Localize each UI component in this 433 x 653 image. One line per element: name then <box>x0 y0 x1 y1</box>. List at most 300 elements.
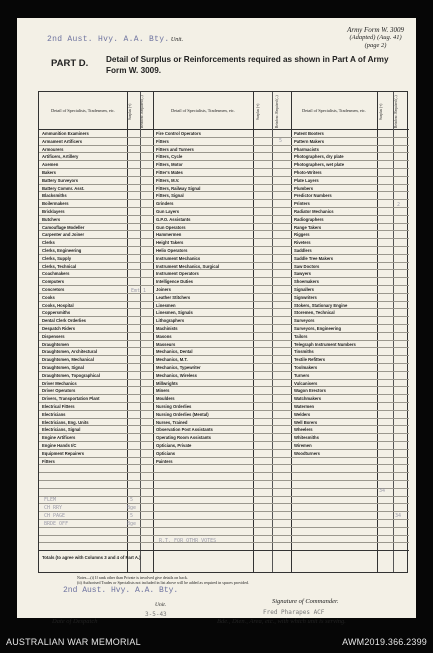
table-row: Nurses, Trained <box>153 419 253 427</box>
table-row-qty <box>377 473 409 481</box>
signature-label: Signature of Commander. <box>272 598 339 605</box>
table-row-qty <box>377 341 409 349</box>
table-row <box>39 528 127 536</box>
table-row-qty <box>127 481 153 489</box>
table-row-qty <box>377 239 409 247</box>
unit-stamp: 2nd Aust. Hvy. A.A. Bty. <box>47 35 170 44</box>
table-row: Predictor Numbers <box>291 192 377 200</box>
table-row-qty <box>127 372 153 380</box>
table-row <box>153 489 253 497</box>
table-row-qty <box>253 263 291 271</box>
table-row: Artificers, Artillery <box>39 153 127 161</box>
table-row-qty <box>377 380 409 388</box>
table-row: Fitters, Motor <box>153 161 253 169</box>
table-row-qty <box>127 185 153 193</box>
table-row: Fitter's Mates <box>153 169 253 177</box>
table-row: Millwrights <box>153 380 253 388</box>
form-number: Army Form W. 3009 <box>347 26 404 34</box>
table-row-qty <box>377 403 409 411</box>
table-row-qty <box>253 255 291 263</box>
table-row <box>291 473 377 481</box>
bde-label: Bde., Dien., Area, etc., with which unit is serving. <box>217 618 346 625</box>
table-row: Coachmakers <box>39 270 127 278</box>
table-row-qty <box>253 450 291 458</box>
table-row-qty <box>377 192 409 200</box>
table-row-qty <box>127 395 153 403</box>
table-row: Bricklayers <box>39 208 127 216</box>
table-row: Bakers <box>39 169 127 177</box>
table-row-qty <box>253 294 291 302</box>
col3-reinf-header: Reinforc. Required (–) <box>394 95 398 129</box>
table-row: Boilermakers <box>39 200 127 208</box>
table-row-qty <box>253 270 291 278</box>
hw-blank2-val: Bge <box>127 505 137 511</box>
table-row-qty <box>253 426 291 434</box>
table-row-qty <box>377 450 409 458</box>
table-row-qty <box>377 146 409 154</box>
table-row: Tinsmiths <box>291 348 377 356</box>
table-row-qty <box>253 489 291 497</box>
table-row: Armourers <box>39 146 127 154</box>
part-description: Detail of Surplus or Reinforcements required as shown in Part A of Army Form W. 3009. <box>106 55 389 75</box>
table-row <box>291 512 377 520</box>
table-row: Electricians <box>39 411 127 419</box>
table-row: Photographers, wet plate <box>291 161 377 169</box>
table-row: Fitters <box>153 138 253 146</box>
table-row: Radiographers <box>291 216 377 224</box>
table-row-qty <box>377 153 409 161</box>
table-row-qty <box>377 419 409 427</box>
table-row: Mechanics, Typewriter <box>153 364 253 372</box>
specialists-table <box>38 91 408 573</box>
table-row-qty <box>127 325 153 333</box>
table-row-qty <box>127 294 153 302</box>
table-row: Dispensers <box>39 333 127 341</box>
table-row <box>153 497 253 505</box>
unit-line <box>47 35 183 44</box>
table-row: Ammunition Examiners <box>39 130 127 138</box>
table-row: Lithographers <box>153 317 253 325</box>
form-edition: (Adapted) (Aug. 41) <box>349 34 402 41</box>
notes <box>77 575 249 585</box>
table-row: Instrument Mechanics <box>153 255 253 263</box>
table-row: Signallers <box>291 286 377 294</box>
table-row-qty <box>127 153 153 161</box>
table-row-qty <box>377 231 409 239</box>
table-row: Carpenter and Joiner <box>39 231 127 239</box>
table-row-qty <box>127 387 153 395</box>
table-row-qty <box>127 434 153 442</box>
table-row <box>153 465 253 473</box>
hw-blank1-val: 5 <box>130 497 134 503</box>
despatch-date-handwriting: 3-5-43 <box>145 611 167 618</box>
table-row <box>291 520 377 528</box>
table-row-qty <box>377 302 409 310</box>
table-row-qty <box>127 419 153 427</box>
table-row: Whitesmiths <box>291 434 377 442</box>
table-row: Camouflage Modeller <box>39 224 127 232</box>
table-row-qty <box>253 146 291 154</box>
col2-surplus-header: Surplus (+) <box>256 103 260 121</box>
table-row: Engine Hands I/C <box>39 442 127 450</box>
table-row-qty <box>253 317 291 325</box>
table-row-qty <box>127 302 153 310</box>
table-row <box>291 536 377 544</box>
hw-cooks-value: Emt 1 <box>131 288 147 294</box>
table-row-qty <box>377 364 409 372</box>
table-row: Surveyors <box>291 317 377 325</box>
table-row-qty <box>377 442 409 450</box>
table-row: Range Takers <box>291 224 377 232</box>
table-row: Axemen <box>39 161 127 169</box>
table-row-qty <box>127 442 153 450</box>
table-row-qty <box>377 309 409 317</box>
table-row: Computers <box>39 278 127 286</box>
table-row: Draughtsmen <box>39 341 127 349</box>
table-row-qty <box>377 200 409 208</box>
table-row-qty <box>377 177 409 185</box>
table-row-qty <box>127 317 153 325</box>
table-row: Moulders <box>153 395 253 403</box>
table-row <box>291 528 377 536</box>
table-row-qty <box>253 380 291 388</box>
table-row: Grinders <box>153 200 253 208</box>
table-row-qty <box>377 325 409 333</box>
table-row: Painters <box>153 458 253 466</box>
table-row: Watchmakers <box>291 395 377 403</box>
table-row: Tailors <box>291 333 377 341</box>
table-row: Photographers, dry plate <box>291 153 377 161</box>
table-row: Helio Operators <box>153 247 253 255</box>
table-row: Gun Operators <box>153 224 253 232</box>
table-row <box>153 473 253 481</box>
totals-label: Totals (to agree with Columns 3 and 4 of Part A.) <box>39 550 153 574</box>
table-row: Observation Post Assistants <box>153 426 253 434</box>
table-row-qty <box>377 528 409 536</box>
table-row: Masseurs <box>153 341 253 349</box>
table-row: Pattern Makers <box>291 138 377 146</box>
table-row: Vulcanisers <box>291 380 377 388</box>
table-row-qty <box>253 302 291 310</box>
signature-handwriting: Fred Pharapes ACF <box>263 609 325 616</box>
table-row: Fire Control Operators <box>153 130 253 138</box>
table-row: Engine Artificers <box>39 434 127 442</box>
table-row: Leather Stitchers <box>153 294 253 302</box>
credit-accession: AWM2019.366.2399 <box>342 637 427 647</box>
table-row-qty <box>127 278 153 286</box>
table-row-qty <box>377 216 409 224</box>
table-row: Riveters <box>291 239 377 247</box>
table-row-qty <box>253 434 291 442</box>
table-row-qty <box>377 434 409 442</box>
table-row: Draughtsmen, Architectural <box>39 348 127 356</box>
table-row-qty <box>253 247 291 255</box>
table-row-qty <box>253 239 291 247</box>
table-row: Linesmen <box>153 302 253 310</box>
table-row-qty <box>127 231 153 239</box>
table-row: Electricians, Signal <box>39 426 127 434</box>
table-row-qty <box>377 372 409 380</box>
table-row-qty <box>127 450 153 458</box>
table-row: Nursing Orderlies <box>153 403 253 411</box>
hw-blank1: FLEM <box>44 497 57 503</box>
table-row-qty <box>127 200 153 208</box>
table-row-qty <box>253 286 291 294</box>
note-2: (ii) Authorised Trades or Specialists not included in list above will be added as required in spaces provided. <box>77 580 249 585</box>
table-row-qty <box>253 130 291 138</box>
credit-institution: AUSTRALIAN WAR MEMORIAL <box>6 637 141 647</box>
table-row: Electricians, Eng. Units <box>39 419 127 427</box>
table-row: Concretors <box>39 286 127 294</box>
table-row-qty <box>127 380 153 388</box>
table-row: Stokers, Stationary Engine <box>291 302 377 310</box>
table-row: Riggers <box>291 231 377 239</box>
table-row-qty <box>253 169 291 177</box>
table-row-qty <box>253 442 291 450</box>
table-row: Cooks <box>39 294 127 302</box>
table-row-qty <box>127 216 153 224</box>
hw-blank2: CH RRY <box>44 505 63 511</box>
table-row: Armament Artificers <box>39 138 127 146</box>
table-row-qty <box>377 224 409 232</box>
table-row: Battery Surveyors <box>39 177 127 185</box>
footer-unit-stamp: 2nd Aust. Hvy. A.A. Bty. <box>63 586 179 595</box>
table-row <box>39 473 127 481</box>
hw-blank4-val: Bge <box>127 521 137 527</box>
table-row-qty <box>127 255 153 263</box>
table-row: Equipment Repairers <box>39 450 127 458</box>
table-row-qty <box>127 536 153 544</box>
table-row-qty <box>253 309 291 317</box>
table-row <box>291 489 377 497</box>
table-row-qty <box>377 185 409 193</box>
table-row-qty <box>253 216 291 224</box>
table-row-qty <box>127 356 153 364</box>
table-row-qty <box>377 536 409 544</box>
table-row-qty <box>253 208 291 216</box>
table-row: Draughtsmen, Mechanical <box>39 356 127 364</box>
table-row-qty <box>253 341 291 349</box>
table-row: Sawyers <box>291 270 377 278</box>
table-row: Hammermen <box>153 231 253 239</box>
table-row: Clerks <box>39 239 127 247</box>
table-row-qty <box>127 247 153 255</box>
table-row-qty <box>253 177 291 185</box>
table-row: Saw Doctors <box>291 263 377 271</box>
table-row: Driver Mechanics <box>39 380 127 388</box>
table-row-qty <box>127 239 153 247</box>
table-row: Radiator Mechanics <box>291 208 377 216</box>
table-row: Joiners <box>153 286 253 294</box>
table-row-qty <box>253 192 291 200</box>
table-row-qty <box>253 356 291 364</box>
table-row-qty <box>127 130 153 138</box>
col1-reinf-header: Reinforc. Required (–) <box>140 95 144 129</box>
table-row <box>153 504 253 512</box>
table-row-qty <box>127 411 153 419</box>
table-row-qty <box>253 395 291 403</box>
table-row-qty <box>253 138 291 146</box>
table-row-qty <box>127 333 153 341</box>
table-row-qty <box>377 161 409 169</box>
table-row: G.P.O. Assistants <box>153 216 253 224</box>
footer-unit-label: Unit. <box>155 602 167 608</box>
note-1: Notes—(i) If rank other than Private is involved give details on back. <box>77 575 188 580</box>
table-row: Driver Operators <box>39 387 127 395</box>
table-row-qty <box>253 528 291 536</box>
table-row-qty <box>377 333 409 341</box>
table-row-qty <box>253 161 291 169</box>
table-row-qty <box>253 497 291 505</box>
table-row-qty <box>253 325 291 333</box>
table-row-qty <box>127 489 153 497</box>
table-row-qty <box>377 286 409 294</box>
table-row: Saddlers <box>291 247 377 255</box>
table-row: Fitters and Turners <box>153 146 253 154</box>
form-page: (page 2) <box>364 42 387 49</box>
table-row: Linesmen, Signals <box>153 309 253 317</box>
table-row <box>153 512 253 520</box>
table-row-qty <box>253 481 291 489</box>
col1-header: Detail of Specialists, Tradesmen, etc. <box>39 92 127 130</box>
table-row-qty <box>127 403 153 411</box>
table-row: Surveyors, Engineering <box>291 325 377 333</box>
table-row: Welders <box>291 411 377 419</box>
table-row-qty <box>253 536 291 544</box>
table-row: Plumbers <box>291 185 377 193</box>
table-row: Well Borers <box>291 419 377 427</box>
table-row: Clerks, Technical <box>39 263 127 271</box>
table-row-qty <box>127 161 153 169</box>
table-row-qty <box>377 255 409 263</box>
table-row: Fitters, Signal <box>153 192 253 200</box>
table-row-qty <box>377 138 409 146</box>
table-row-qty <box>127 192 153 200</box>
table-row: Patent Booters <box>291 130 377 138</box>
table-row-qty <box>127 146 153 154</box>
table-row: Miners <box>153 387 253 395</box>
table-row: Coppersmiths <box>39 309 127 317</box>
table-row-qty <box>253 419 291 427</box>
table-row: Gun Layers <box>153 208 253 216</box>
table-row-qty <box>127 348 153 356</box>
table-row: Wagon Erectors <box>291 387 377 395</box>
table-row-qty <box>377 130 409 138</box>
table-row-qty <box>253 504 291 512</box>
table-row-qty <box>377 411 409 419</box>
table-row: Operating Room Assistants <box>153 434 253 442</box>
table-row-qty <box>253 465 291 473</box>
table-row <box>291 504 377 512</box>
table-row-qty <box>253 231 291 239</box>
table-row-qty <box>127 169 153 177</box>
hw-blank3: CH PAGE <box>44 513 66 519</box>
table-row-qty <box>377 348 409 356</box>
table-row-qty <box>377 278 409 286</box>
table-row <box>39 536 127 544</box>
table-row-qty <box>127 458 153 466</box>
table-row <box>153 528 253 536</box>
table-row: Fitters, Cycle <box>153 153 253 161</box>
table-row: Cooks, Hospital <box>39 302 127 310</box>
hw-blank3-val: 5 <box>130 513 134 519</box>
col2-reinf-header: Reinforc. Required (–) <box>275 95 279 129</box>
table-row: Photo-Writers <box>291 169 377 177</box>
table-row: Nursing Orderlies (Mental) <box>153 411 253 419</box>
hw-predictor-value: 2 <box>397 202 401 208</box>
table-row <box>39 465 127 473</box>
table-row-qty <box>377 497 409 505</box>
table-row-qty <box>377 426 409 434</box>
table-row <box>291 458 377 466</box>
table-row: Plate Layers <box>291 177 377 185</box>
table-row: Clerks, Engineering <box>39 247 127 255</box>
table-row: Instrument Operators <box>153 270 253 278</box>
hw-col3-blank: 34 <box>395 513 402 519</box>
table-row-qty <box>377 247 409 255</box>
table-row-qty <box>253 200 291 208</box>
table-row <box>291 497 377 505</box>
table-row: Machinists <box>153 325 253 333</box>
table-row: Mechanics, Wireless <box>153 372 253 380</box>
table-row: Shoemakers <box>291 278 377 286</box>
table-row-qty <box>377 317 409 325</box>
table-row: Mechanics, Dental <box>153 348 253 356</box>
col2-header: Detail of Specialists, Tradesmen, etc. <box>153 92 253 130</box>
table-row: Saddle Tree Makers <box>291 255 377 263</box>
table-row: Wiremen <box>291 442 377 450</box>
table-row-qty <box>377 387 409 395</box>
table-row: Woodturners <box>291 450 377 458</box>
table-row: Blacksmiths <box>39 192 127 200</box>
table-row: Drivers, Transportation Plant <box>39 395 127 403</box>
col1-surplus-header: Surplus (+) <box>128 103 132 121</box>
table-row: Printers <box>291 200 377 208</box>
table-row-qty <box>377 395 409 403</box>
table-row: Draughtsmen, Signal <box>39 364 127 372</box>
table-row: Pharmacists <box>291 146 377 154</box>
table-row-qty <box>377 169 409 177</box>
table-row-qty <box>377 270 409 278</box>
table-row-qty <box>253 403 291 411</box>
hw-blank4: BRDE OFF <box>44 521 69 527</box>
table-row: Electrical Fitters <box>39 403 127 411</box>
hw-totals-note: R.T. FOR OTHR VOTES <box>159 538 217 544</box>
hw-fitters-value: 5 <box>279 138 283 144</box>
table-row: Wheelers <box>291 426 377 434</box>
table-row-qty <box>253 153 291 161</box>
table-row <box>291 465 377 473</box>
table-row: Turners <box>291 372 377 380</box>
table-row: Fitters, M.V. <box>153 177 253 185</box>
table-row: Opticians, Private <box>153 442 253 450</box>
table-row-qty <box>253 387 291 395</box>
table-row-qty <box>377 512 409 520</box>
col3-header: Detail of Specialists, Tradesmen, etc. <box>291 92 377 130</box>
table-row: Intelligence Duties <box>153 278 253 286</box>
table-row-qty <box>377 208 409 216</box>
hw-painters-value: 34 <box>379 488 386 494</box>
table-row-qty <box>253 364 291 372</box>
table-row-qty <box>253 278 291 286</box>
table-row: Draughtsmen, Topographical <box>39 372 127 380</box>
col3-surplus-header: Surplus (+) <box>379 103 383 121</box>
table-row-qty <box>127 263 153 271</box>
table-row <box>153 481 253 489</box>
table-row-qty <box>253 185 291 193</box>
table-row <box>291 481 377 489</box>
table-row-qty <box>377 294 409 302</box>
